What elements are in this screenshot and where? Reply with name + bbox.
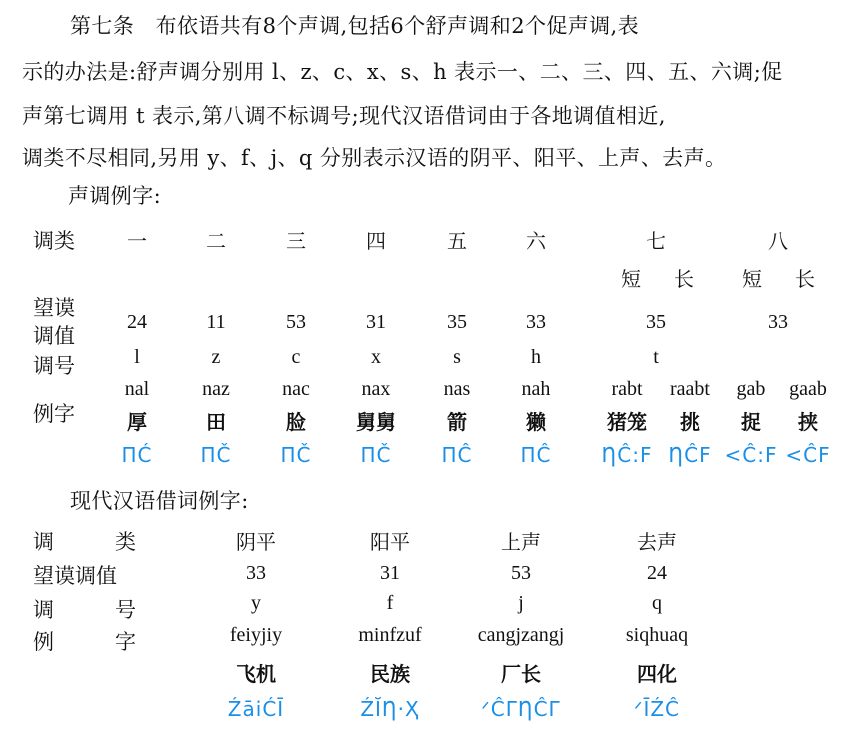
row2-label-mark-a: 调 <box>33 598 54 622</box>
row2-label-value: 望谟调值 <box>33 564 117 588</box>
loan-roman-4: siqhuaq <box>625 624 689 646</box>
loan-han-4: 四化 <box>637 662 677 686</box>
paragraph-line-3: 声第七调用 t 表示,第八调不标调号;现代汉语借词由于各地调值相近, <box>22 104 666 128</box>
tone-value-5: 35 <box>447 311 467 333</box>
example-script-1: ПĆ <box>121 443 153 467</box>
loan-value-2: 31 <box>380 562 400 584</box>
tone-value-2: 11 <box>206 311 226 333</box>
loan-class-4: 去声 <box>637 530 677 554</box>
example-script-6: ПĈ <box>520 443 552 467</box>
loan-roman-3: cangjzangj <box>477 624 565 646</box>
sub-label-long-8: 长 <box>795 267 815 291</box>
row-label-tone-class: 调类 <box>33 229 75 253</box>
example-script-8b: <ĈF <box>785 443 831 467</box>
tone-examples-heading: 声调例字: <box>68 184 162 208</box>
loan-script-2: ŹĬȠ·Ҳ <box>360 697 420 721</box>
tone-value-7: 35 <box>646 311 666 333</box>
row-label-example: 例字 <box>33 402 75 426</box>
example-han-2: 田 <box>206 410 226 434</box>
example-han-8b: 挟 <box>798 410 818 434</box>
paragraph-line-2: 示的办法是:舒声调分别用 l、z、c、x、s、h 表示一、二、三、四、五、六调;促 <box>22 60 783 84</box>
row2-label-example-a: 例 <box>33 630 54 654</box>
loan-value-4: 24 <box>647 562 667 584</box>
sub-label-long-7: 长 <box>674 267 694 291</box>
tone-value-1: 24 <box>127 311 147 333</box>
tone-class-7: 七 <box>646 229 666 253</box>
row2-label-class-a: 调 <box>33 530 54 554</box>
example-han-8a: 捉 <box>741 410 761 434</box>
example-han-7a: 猪笼 <box>607 410 647 434</box>
example-script-4: ПČ <box>360 443 392 467</box>
example-roman-7a: rabt <box>611 378 643 400</box>
loan-han-3: 厂长 <box>501 662 541 686</box>
sub-label-short-8: 短 <box>742 267 762 291</box>
loan-roman-2: minfzuf <box>358 624 422 646</box>
example-roman-8b: gaab <box>789 378 827 400</box>
tone-value-6: 33 <box>526 311 546 333</box>
loan-class-2: 阳平 <box>370 530 410 554</box>
tone-value-8: 33 <box>768 311 788 333</box>
row2-label-class-b: 类 <box>115 530 136 554</box>
example-han-7b: 挑 <box>680 410 700 434</box>
tone-class-4: 四 <box>366 229 386 253</box>
example-roman-1: nal <box>124 378 150 400</box>
example-script-8a: <Ĉ:F <box>724 443 778 467</box>
example-script-3: ПČ <box>280 443 312 467</box>
row-label-tone-value-2: 调值 <box>33 324 75 348</box>
tone-value-4: 31 <box>366 311 386 333</box>
example-roman-6: nah <box>521 378 551 400</box>
example-script-2: ПČ <box>200 443 232 467</box>
row-label-tone-value-1: 望谟 <box>33 296 75 320</box>
tone-class-2: 二 <box>206 229 226 253</box>
tone-mark-4: x <box>371 346 381 368</box>
sub-label-short-7: 短 <box>621 267 641 291</box>
loan-han-1: 飞机 <box>236 662 276 686</box>
loan-mark-1: y <box>251 592 261 614</box>
tone-mark-1: l <box>134 346 140 368</box>
tone-mark-6: h <box>531 346 541 368</box>
example-roman-3: nac <box>282 378 310 400</box>
paragraph-line-4: 调类不尽相同,另用 y、f、j、q 分别表示汉语的阴平、阳平、上声、去声。 <box>22 146 727 170</box>
loan-class-3: 上声 <box>501 530 541 554</box>
tone-class-1: 一 <box>127 229 147 253</box>
row2-label-example-b: 字 <box>115 630 136 654</box>
tone-mark-7: t <box>653 346 659 368</box>
example-han-1: 厚 <box>127 410 147 434</box>
loan-value-3: 53 <box>511 562 531 584</box>
example-roman-2: naz <box>202 378 230 400</box>
example-roman-8a: gab <box>736 378 766 400</box>
example-script-5: ПĈ <box>441 443 473 467</box>
loanword-examples-heading: 现代汉语借词例字: <box>70 489 249 513</box>
paragraph-line-1: 第七条 布依语共有8个声调,包括6个舒声调和2个促声调,表 <box>70 14 640 38</box>
example-roman-5: nas <box>443 378 471 400</box>
loan-script-4: ᐟĪŹĈ <box>633 697 681 721</box>
loan-mark-4: q <box>652 592 662 614</box>
example-han-6: 獭 <box>526 410 546 434</box>
loan-mark-3: j <box>518 592 524 614</box>
tone-class-8: 八 <box>768 229 788 253</box>
tone-class-6: 六 <box>526 229 546 253</box>
loan-script-1: ŹāiĆĪ <box>227 697 285 721</box>
loan-script-3: ᐟĈΓȠĈΓ <box>481 697 561 721</box>
tone-mark-2: z <box>211 346 221 368</box>
loan-mark-2: f <box>386 592 394 614</box>
tone-mark-3: c <box>291 346 301 368</box>
example-han-5: 箭 <box>447 410 467 434</box>
loan-value-1: 33 <box>246 562 266 584</box>
loan-class-1: 阴平 <box>236 530 276 554</box>
example-roman-7b: raabt <box>670 378 710 400</box>
example-roman-4: nax <box>361 378 391 400</box>
example-han-4: 舅舅 <box>356 410 396 434</box>
example-script-7b: ȠĈF <box>668 443 712 467</box>
example-han-3: 脸 <box>286 410 306 434</box>
tone-mark-5: s <box>453 346 461 368</box>
tone-class-3: 三 <box>286 229 306 253</box>
row-label-tone-mark: 调号 <box>33 354 75 378</box>
loan-han-2: 民族 <box>370 662 410 686</box>
tone-value-3: 53 <box>286 311 306 333</box>
row2-label-mark-b: 号 <box>115 598 136 622</box>
example-script-7a: ȠĈ:F <box>601 443 653 467</box>
loan-roman-1: feiyjiy <box>229 624 283 646</box>
tone-class-5: 五 <box>447 229 467 253</box>
